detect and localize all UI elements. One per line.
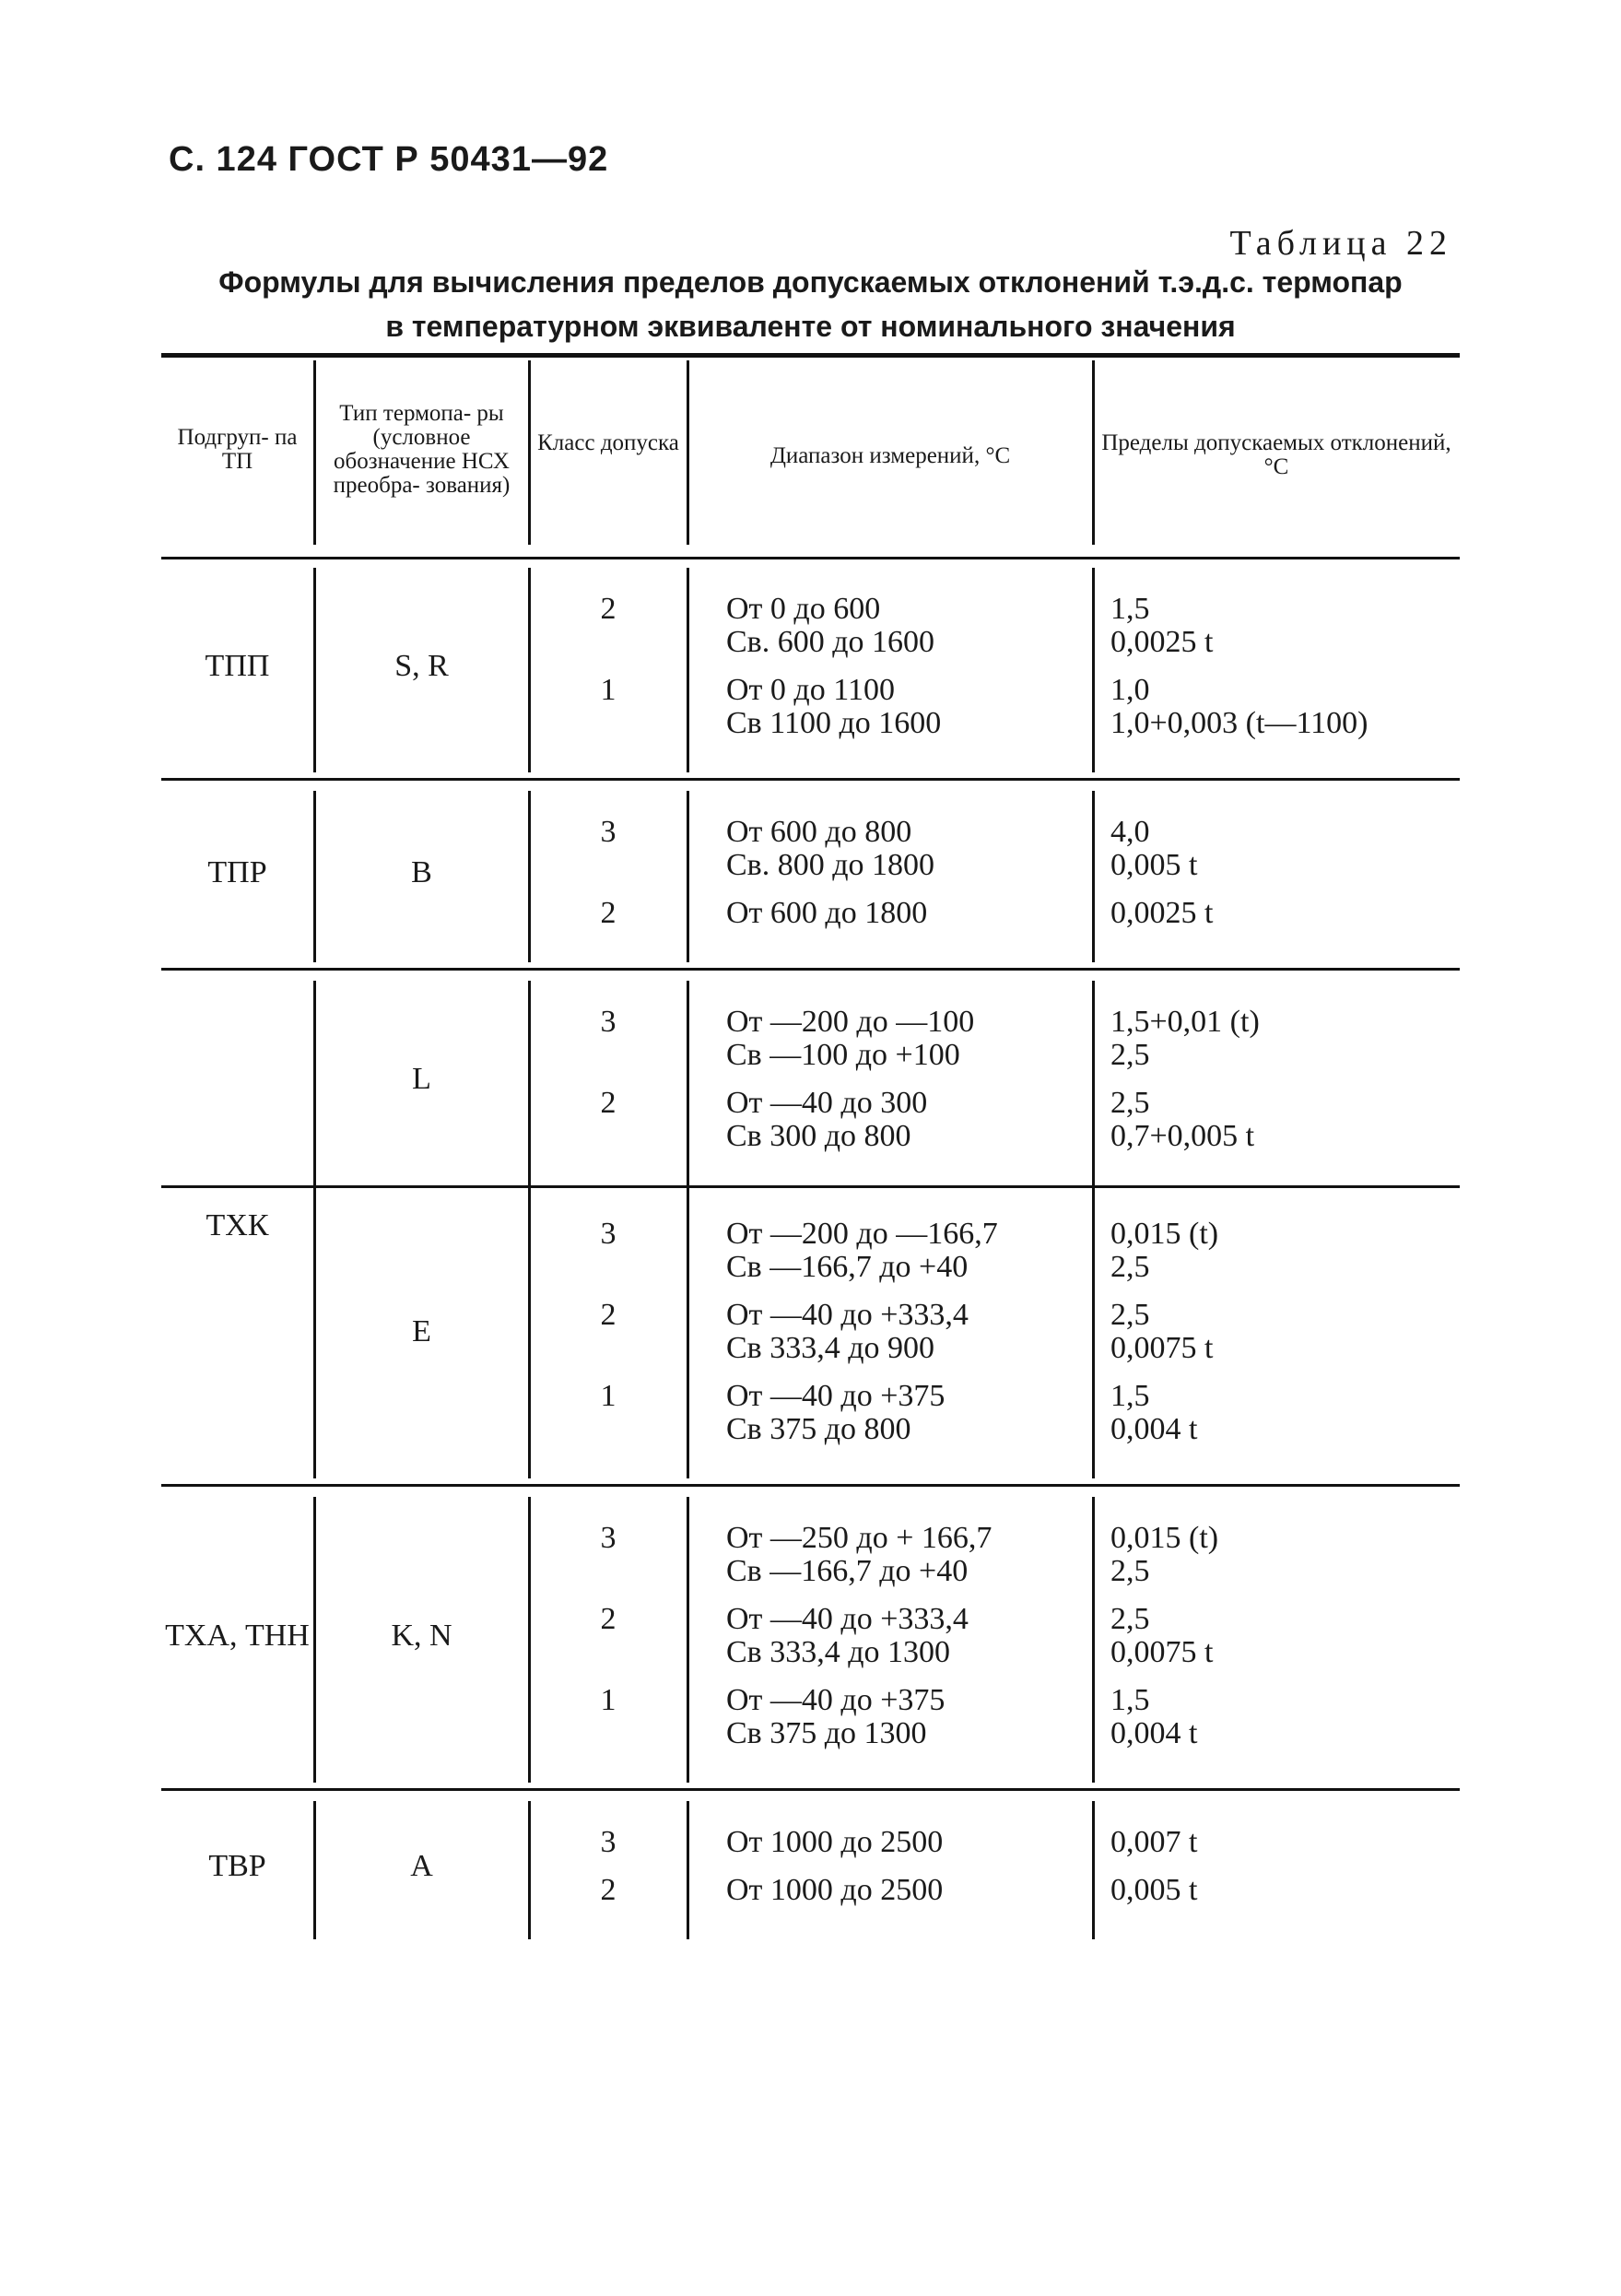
range-cell: Св 300 до 800: [726, 1119, 911, 1153]
class-cell: 3: [600, 1005, 617, 1039]
range-cell: Св 375 до 800: [726, 1412, 911, 1446]
header-divider: [687, 360, 689, 545]
class-cell: 2: [600, 1086, 617, 1120]
range-cell: От 0 до 1100: [726, 673, 895, 707]
thermocouple-type-cell: S, R: [394, 649, 449, 683]
thermocouple-type-cell: E: [412, 1314, 431, 1348]
range-cell: От —250 до + 166,7: [726, 1521, 993, 1555]
limit-cell: 1,5: [1110, 1683, 1150, 1717]
range-cell: Св 333,4 до 900: [726, 1331, 935, 1365]
column-header-type: Тип термопа- ры (условное обозначение НСХ преобра- зования): [333, 401, 511, 498]
thermocouple-type-cell: K, N: [391, 1619, 452, 1653]
limit-cell: 1,0: [1110, 673, 1150, 707]
range-cell: От 1000 до 2500: [726, 1873, 944, 1907]
column-header-class: Класс допуска: [537, 430, 679, 455]
class-cell: 2: [600, 1602, 617, 1636]
limit-cell: 0,7+0,005 t: [1110, 1119, 1255, 1153]
subgroup-cell: ТВР: [208, 1849, 266, 1883]
column-divider: [1092, 981, 1095, 1478]
thermocouple-type-cell: B: [411, 855, 432, 889]
limit-cell: 0,007 t: [1110, 1825, 1198, 1859]
class-cell: 1: [600, 1379, 617, 1413]
limit-cell: 0,015 (t): [1110, 1521, 1219, 1555]
range-cell: Св —166,7 до +40: [726, 1554, 969, 1588]
column-divider: [528, 791, 531, 962]
column-divider: [313, 568, 316, 772]
range-cell: От —40 до +333,4: [726, 1602, 969, 1636]
class-cell: 1: [600, 673, 617, 707]
limit-cell: 1,5: [1110, 592, 1150, 626]
group-separator-rule: [161, 778, 1460, 781]
class-cell: 2: [600, 1298, 617, 1332]
column-header-range: Диапазон измерений, °С: [769, 443, 1011, 468]
header-divider: [313, 360, 316, 545]
limit-cell: 2,5: [1110, 1086, 1150, 1120]
thermocouple-type-cell: L: [412, 1062, 431, 1096]
range-cell: От 0 до 600: [726, 592, 881, 626]
range-cell: Св. 800 до 1800: [726, 848, 935, 882]
column-divider: [1092, 791, 1095, 962]
range-cell: От —200 до —166,7: [726, 1217, 998, 1251]
limit-cell: 2,5: [1110, 1038, 1150, 1072]
limit-cell: 0,015 (t): [1110, 1217, 1219, 1251]
limit-cell: 0,005 t: [1110, 1873, 1198, 1907]
class-cell: 3: [600, 1521, 617, 1555]
type-separator-rule: [161, 1185, 1460, 1188]
column-divider: [687, 791, 689, 962]
column-divider: [313, 1801, 316, 1939]
column-divider: [1092, 1801, 1095, 1939]
column-divider: [313, 1497, 316, 1783]
limit-cell: 1,5+0,01 (t): [1110, 1005, 1260, 1039]
range-cell: От —40 до +333,4: [726, 1298, 969, 1332]
limit-cell: 0,005 t: [1110, 848, 1198, 882]
class-cell: 3: [600, 1217, 617, 1251]
column-divider: [687, 1497, 689, 1783]
limit-cell: 1,0+0,003 (t—1100): [1110, 706, 1368, 740]
column-header-subgroup: Подгруп- па ТП: [177, 425, 298, 474]
subgroup-cell: ТПП: [205, 649, 270, 683]
header-divider: [1092, 360, 1095, 545]
column-divider: [528, 1801, 531, 1939]
limit-cell: 2,5: [1110, 1298, 1150, 1332]
column-divider: [528, 981, 531, 1478]
column-divider: [1092, 568, 1095, 772]
limit-cell: 4,0: [1110, 815, 1150, 849]
class-cell: 3: [600, 1825, 617, 1859]
range-cell: Св 1100 до 1600: [726, 706, 942, 740]
range-cell: Св —100 до +100: [726, 1038, 960, 1072]
header-bottom-rule: [161, 557, 1460, 559]
range-cell: От —40 до +375: [726, 1379, 946, 1413]
range-cell: От 600 до 1800: [726, 896, 928, 930]
range-cell: Св. 600 до 1600: [726, 625, 935, 659]
range-cell: Св 375 до 1300: [726, 1716, 927, 1750]
header-divider: [528, 360, 531, 545]
column-divider: [528, 568, 531, 772]
table-title-line-1: Формулы для вычисления пределов допускаемых отклонений т.э.д.с. термопар: [218, 265, 1403, 299]
class-cell: 2: [600, 896, 617, 930]
table-title-line-2: в температурном эквиваленте от номинального значения: [385, 310, 1236, 343]
range-cell: От —40 до 300: [726, 1086, 928, 1120]
column-divider: [313, 791, 316, 962]
page-header: С. 124 ГОСТ Р 50431—92: [169, 140, 609, 179]
tolerance-table: [161, 353, 1460, 1927]
limit-cell: 2,5: [1110, 1250, 1150, 1284]
table-number: Таблица 22: [1229, 224, 1452, 263]
limit-cell: 0,004 t: [1110, 1412, 1198, 1446]
class-cell: 1: [600, 1683, 617, 1717]
column-divider: [687, 1801, 689, 1939]
column-header-limits: Пределы допускаемых отклонений, °С: [1101, 430, 1451, 479]
column-divider: [313, 981, 316, 1478]
column-divider: [687, 981, 689, 1478]
subgroup-cell: ТХК: [206, 1208, 269, 1242]
group-separator-rule: [161, 1788, 1460, 1791]
subgroup-cell: ТХА, ТНН: [165, 1619, 310, 1653]
range-cell: Св —166,7 до +40: [726, 1250, 969, 1284]
class-cell: 2: [600, 592, 617, 626]
subgroup-cell: ТПР: [207, 855, 267, 889]
column-divider: [687, 568, 689, 772]
limit-cell: 0,0025 t: [1110, 896, 1214, 930]
limit-cell: 0,004 t: [1110, 1716, 1198, 1750]
limit-cell: 1,5: [1110, 1379, 1150, 1413]
thermocouple-type-cell: A: [410, 1849, 433, 1883]
range-cell: От 600 до 800: [726, 815, 912, 849]
limit-cell: 0,0075 t: [1110, 1635, 1214, 1669]
range-cell: От —200 до —100: [726, 1005, 975, 1039]
limit-cell: 0,0025 t: [1110, 625, 1214, 659]
range-cell: От —40 до +375: [726, 1683, 946, 1717]
limit-cell: 2,5: [1110, 1602, 1150, 1636]
range-cell: От 1000 до 2500: [726, 1825, 944, 1859]
class-cell: 3: [600, 815, 617, 849]
group-separator-rule: [161, 1484, 1460, 1487]
column-divider: [1092, 1497, 1095, 1783]
limit-cell: 0,0075 t: [1110, 1331, 1214, 1365]
range-cell: Св 333,4 до 1300: [726, 1635, 951, 1669]
group-separator-rule: [161, 968, 1460, 971]
table-top-rule: [161, 353, 1460, 358]
column-divider: [528, 1497, 531, 1783]
limit-cell: 2,5: [1110, 1554, 1150, 1588]
class-cell: 2: [600, 1873, 617, 1907]
